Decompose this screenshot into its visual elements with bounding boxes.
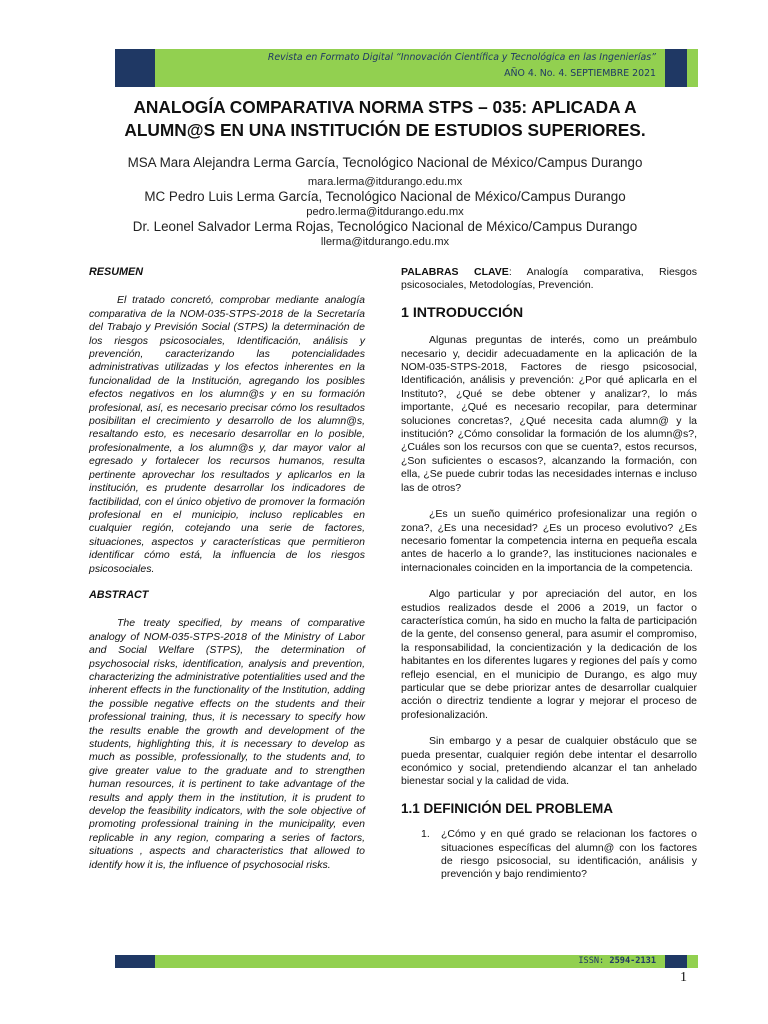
intro-paragraph-3: Algo particular y por apreciación del autor, en los estudios realizados desde el 2006 a 2019, un factor o característica común, ha sido en mucho la falta de participación de la gente, del consenso general, para asumir el compromiso, la responsabilidad, la concientización y la dedicación de los habitantes en los diferentes lugares y regiones del país y como reflejo esencial, en el municipio de Durango, es algo muy particular que se debe priorizar antes de desarrollar cualquier acción o directriz tendiente a lograr y mejorar el proceso de profesionalización. (401, 588, 697, 721)
author-3: Dr. Leonel Salvador Lerma Rojas, Tecnológico Nacional de México/Campus Durango (132, 219, 638, 234)
intro-paragraph-2: ¿Es un sueño quimérico profesionalizar una región o zona?, ¿Es una necesidad? ¿Es un proceso evolutivo? ¿Es necesario fomentar la competencia interna en pequeña escala antes de hacerlo a lo grande?, las instituciones nacionales e internacionales coinciden en la importancia de la competencia. (401, 508, 697, 574)
list-item-number: 1. (421, 828, 430, 841)
right-column (401, 266, 697, 882)
abstract-heading: ABSTRACT (89, 588, 149, 601)
left-column (89, 266, 365, 872)
title-line-1: ANALOGÍA COMPARATIVA NORMA STPS – 035: APLICADA A (133, 97, 637, 117)
list-item (401, 828, 697, 882)
issn-value: 2594-2131 (609, 956, 656, 966)
list-item-text: ¿Cómo y en qué grado se relacionan los factores o situaciones específicas del alumn@ con los factores de riesgo psicosocial, su identificación, análisis y prevención y bajo rendimiento? (441, 828, 697, 881)
author-1-email: mara.lerma@itdurango.edu.mx (307, 176, 463, 188)
paper-title (110, 96, 660, 142)
author-2: MC Pedro Luis Lerma García, Tecnológico Nacional de México/Campus Durango (144, 189, 626, 204)
page-number: 1 (680, 970, 687, 985)
header-accent-block-right (665, 49, 687, 87)
author-1: MSA Mara Alejandra Lerma García, Tecnológico Nacional de México/Campus Durango (127, 155, 643, 170)
issue-info: AÑO 4. No. 4. SEPTIEMBRE 2021 (504, 68, 656, 79)
keywords-text: : Analogía comparativa, Riesgos psicosociales, Metodologías, Prevención. (401, 266, 697, 292)
keywords (401, 266, 697, 293)
issn-label: ISSN: (578, 956, 605, 966)
abstract-text: The treaty specified, by means of comparative analogy of NOM-035-STPS-2018 of the Ministry of Labor and Social Welfare (STPS), the determination of psychosocial risks, identification, analysis and prevention, characterizing the administrative potentialities used and the inherent effects in the functionality of the Institution, adding the possible negative effects on the students and their professional training, thus, it is necessary to specify how the results enable the growth and development of the students, highlighting this, it is necessary to develop as much as possible, professionally, to the students and, to give greater value to the graduate and to strengthen human resources, it is pertinent to take advantage of the results and apply them in the institution, it is prudent to develop the feasibility indicators, with the sole objective of promoting professional training in the municipality, even replicable in any region, comparing a series of factors, situations , aspects and characteristics that allowed to identify how it is, the influence of psychosocial risks. (89, 617, 365, 871)
header-accent-block (115, 49, 155, 87)
author-2-email: pedro.lerma@itdurango.edu.mx (306, 206, 464, 218)
footer-accent-block (115, 955, 155, 968)
footer-accent-block-right (665, 955, 687, 968)
intro-paragraph-1: Algunas preguntas de interés, como un preámbulo necesario y, decidir adecuadamente en la aplicación de la NOM-035-STPS-2018, Factores de riesgo psicosocial, Identificación, análisis y prevención: ¿Por qué aplicarla en el Instituto?, ¿Qué se debe obtener y analizar?, lo más importante, ¿Qué es necesario recopilar, para determinar soluciones concretas?, ¿Qué necesita cada alumn@ y la institución? ¿Cómo consolidar la formación de los alumn@s?, ¿Cuáles son los recursos con que se cuenta?, estos recursos, ¿Son suficientes o escasos?, alcanzando la formación, con ella, ¿Se puede cubrir todas las necesidades internas e incluso las de otros? (401, 334, 697, 494)
resumen-heading: RESUMEN (89, 266, 143, 278)
intro-paragraph-4: Sin embargo y a pesar de cualquier obstáculo que se pueda presentar, cualquier región debe intentar el desarrollo económico y social, pretendiendo alcanzar el tan anhelado bienestar social y la calidad de vida. (401, 735, 697, 788)
resumen-text: El tratado concretó, comprobar mediante analogía comparativa de la NOM-035-STPS-2018 de la Secretaría del Trabajo y Previsión Social (STPS) la determinación de los riesgos psicosociales, Identificación, análisis y prevención, caracterizando las potencialidades administrativas utilizadas y los efectos inherentes en la funcionalidad de la Institución, agregando los posibles efectos negativos en los alumn@s y en su formación profesional, así, es necesario precisar cómo los resultados posibilitan el crecimiento y desarrollo de los alumn@s, resaltando esto, es necesario desarrollar en lo posible, profesionalmente, a los alumn@s y, dar mayor valor al egresado y fortalecer los recursos humanos, resulta pertinente aprovechar los resultados y aplicarlos en la institución, es prudente desarrollar los indicadores de factibilidad, con el único objetivo de promover la formación profesional en el municipio, incluso replicables en cualquier región, cotejando una serie de factores, situaciones, aspectos y características que permitieron identificar cómo está, la influencia de los riesgos psicosociales. (89, 294, 365, 575)
journal-name: Revista en Formato Digital “Innovación Científica y Tecnológica en las Ingenierías” (267, 52, 656, 63)
title-line-2: ALUMN@S EN UNA INSTITUCIÓN DE ESTUDIOS SUPERIORES. (124, 120, 646, 140)
author-3-email: llerma@itdurango.edu.mx (320, 236, 450, 248)
intro-heading: 1 INTRODUCCIÓN (401, 304, 524, 321)
issn (520, 956, 656, 966)
problem-heading: 1.1 DEFINICIÓN DEL PROBLEMA (401, 800, 614, 816)
keywords-label: PALABRAS CLAVE (401, 266, 509, 278)
